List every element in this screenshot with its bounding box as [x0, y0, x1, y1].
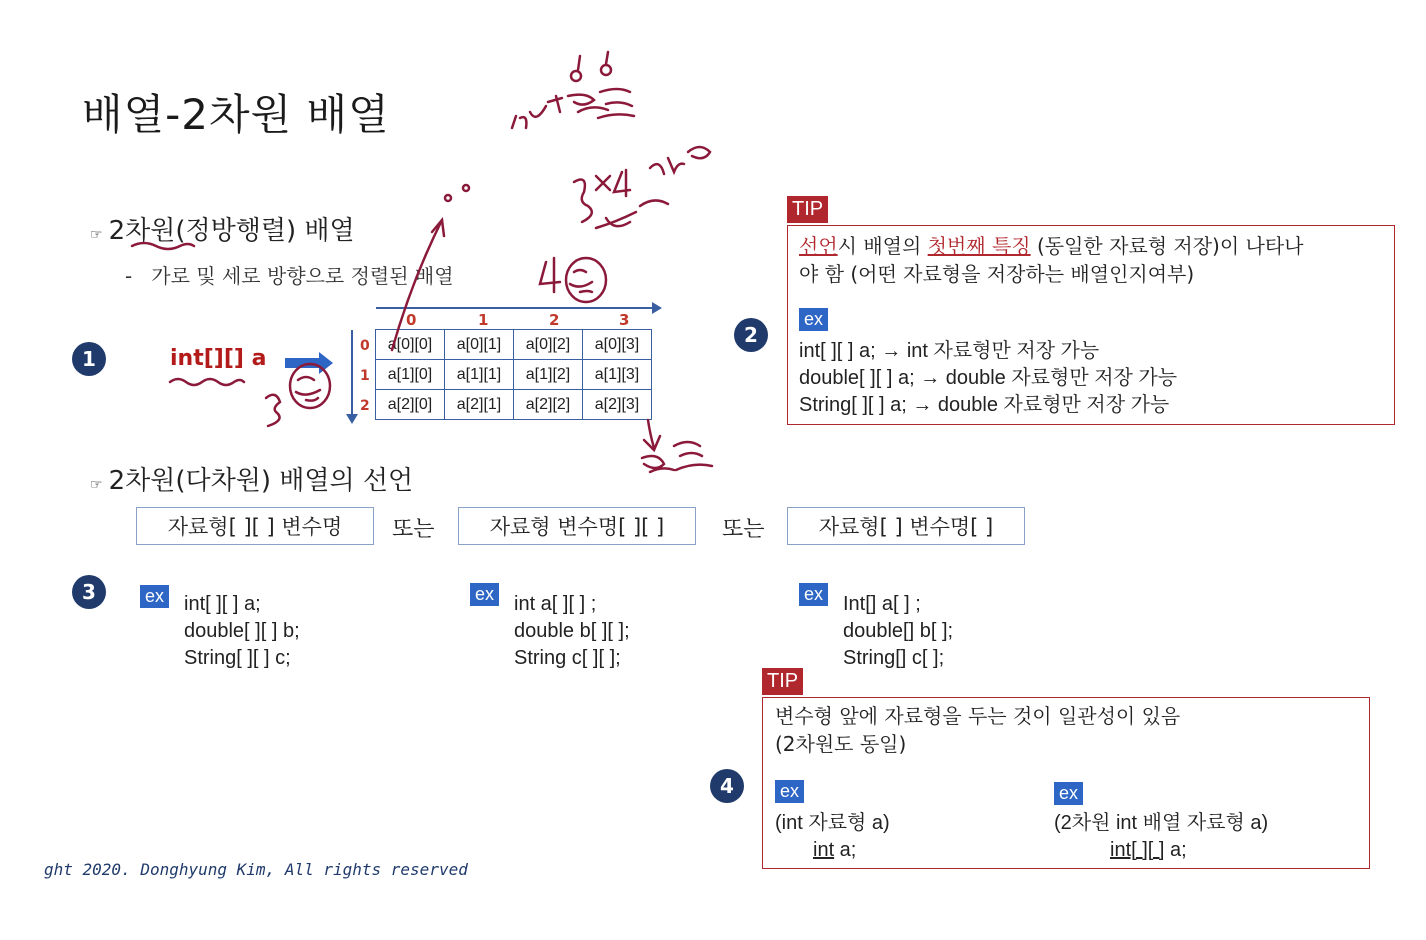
- syntax-box-1: 자료형[ ][ ] 변수명: [136, 507, 374, 545]
- section-heading-text: 2차원(정방행렬) 배열: [108, 216, 355, 246]
- hand-pointing-icon: ☞: [90, 227, 103, 243]
- code-line: double b[ ][ ];: [514, 620, 630, 642]
- code-keyword: int[ ][ ]: [1110, 839, 1165, 861]
- page-title: 배열-2차원 배열: [82, 90, 390, 139]
- syntax-box-3: 자료형[ ] 변수명[ ]: [787, 507, 1025, 545]
- tip-text-line2: 야 함 (어떤 자료형을 저장하는 배열인지여부): [799, 262, 1195, 286]
- tip-text: [775, 702, 1180, 758]
- grid-cell: a[2][0]: [376, 390, 445, 420]
- code-line: String[] c[ ];: [843, 647, 945, 669]
- tip-text-rest: (동일한 자료형 저장)이 나타나: [1030, 234, 1304, 258]
- example-line: double[ ][ ] a; → double 자료형만 저장 가능: [799, 367, 1178, 389]
- grid-cell: a[0][0]: [376, 330, 445, 360]
- code-line: int a[ ][ ] ;: [514, 593, 597, 615]
- grid-col-header-3: 3: [619, 311, 630, 329]
- copyright-footer: ght 2020. Donghyung Kim, All rights reserved: [44, 860, 468, 879]
- example-block-1: [140, 585, 169, 608]
- grid-cell: a[0][2]: [514, 330, 583, 360]
- example-code: [1054, 837, 1268, 864]
- example-caption: (int 자료형 a): [775, 812, 890, 834]
- ex-label: ex: [775, 780, 804, 803]
- tip-text: [799, 232, 1389, 288]
- or-text: 또는: [392, 517, 435, 542]
- grid-cell: a[2][3]: [583, 390, 652, 420]
- code-line: String[ ][ ] c;: [184, 647, 291, 669]
- example-code-3: [843, 591, 953, 672]
- ex-label: ex: [1054, 782, 1083, 805]
- example-code: [775, 837, 890, 864]
- grid-cell: a[0][1]: [445, 330, 514, 360]
- code-rest: a;: [834, 839, 857, 861]
- grid-row-header-0: 0: [360, 338, 370, 354]
- grid-cell: a[1][3]: [583, 360, 652, 390]
- bullet-dash: -: [125, 264, 133, 288]
- tip-line: 변수형 앞에 자료형을 두는 것이 일관성이 있음: [775, 704, 1181, 728]
- grid-col-header-0: 0: [406, 311, 417, 329]
- code-line: double[] b[ ];: [843, 620, 954, 642]
- tip-highlight-feature: 첫번째 특징: [927, 234, 1031, 258]
- example-caption: (2차원 int 배열 자료형 a): [1054, 812, 1269, 834]
- section-heading-text: 2차원(다차원) 배열의 선언: [108, 466, 414, 496]
- example-code-2: [514, 591, 630, 672]
- example-line: String[ ][ ] a; → double 자료형만 저장 가능: [799, 394, 1170, 416]
- grid-cell: a[1][0]: [376, 360, 445, 390]
- ex-label: ex: [470, 583, 499, 606]
- declaration-label: int[][] a: [170, 346, 267, 371]
- grid-cell: a[2][2]: [514, 390, 583, 420]
- example-line: int[ ][ ] a; → int 자료형만 저장 가능: [799, 340, 1100, 362]
- tip-line: (2차원도 동일): [775, 732, 907, 756]
- code-line: int[ ][ ] a;: [184, 593, 261, 615]
- tip-box-consistency: [762, 697, 1370, 869]
- grid-row-header-2: 2: [360, 398, 370, 414]
- step-badge-2: 2: [734, 318, 768, 352]
- grid-cell: a[2][1]: [445, 390, 514, 420]
- ex-label: ex: [140, 585, 169, 608]
- syntax-box-2: 자료형 변수명[ ][ ]: [458, 507, 696, 545]
- bullet-text-body: 가로 및 세로 방향으로 정렬된 배열: [151, 264, 454, 288]
- tip-example-1: [775, 810, 890, 864]
- tip-label: TIP: [787, 196, 828, 223]
- ex-label: ex: [799, 308, 828, 331]
- tip-label: TIP: [762, 668, 803, 695]
- grid-cell: a[1][2]: [514, 360, 583, 390]
- step-badge-4: 4: [710, 769, 744, 803]
- code-line: double[ ][ ] b;: [184, 620, 300, 642]
- or-text: 또는: [722, 517, 765, 542]
- example-block-2: [470, 583, 499, 606]
- tip-example-lines: [799, 338, 1177, 419]
- tip-text-mid: 시 배열의: [837, 234, 928, 258]
- section-heading-declaration: [90, 460, 413, 497]
- example-block-3: [799, 583, 828, 606]
- step-badge-3: 3: [72, 575, 106, 609]
- code-line: Int[] a[ ] ;: [843, 593, 921, 615]
- code-rest: a;: [1164, 839, 1187, 861]
- example-code-1: [184, 591, 300, 672]
- hand-pointing-icon: ☞: [90, 477, 103, 493]
- tip-box-declaration: [787, 225, 1395, 425]
- grid-col-header-2: 2: [549, 311, 560, 329]
- grid-cell: a[0][3]: [583, 330, 652, 360]
- grid-row-header-1: 1: [360, 368, 370, 384]
- code-keyword: int: [813, 839, 835, 861]
- grid-col-header-1: 1: [478, 311, 489, 329]
- code-line: String c[ ][ ];: [514, 647, 621, 669]
- tip-highlight-declaration: 선언: [799, 234, 838, 258]
- ex-label: ex: [799, 583, 828, 606]
- tip-example-2: [1054, 810, 1268, 864]
- grid-cell: a[1][1]: [445, 360, 514, 390]
- step-badge-1: 1: [72, 342, 106, 376]
